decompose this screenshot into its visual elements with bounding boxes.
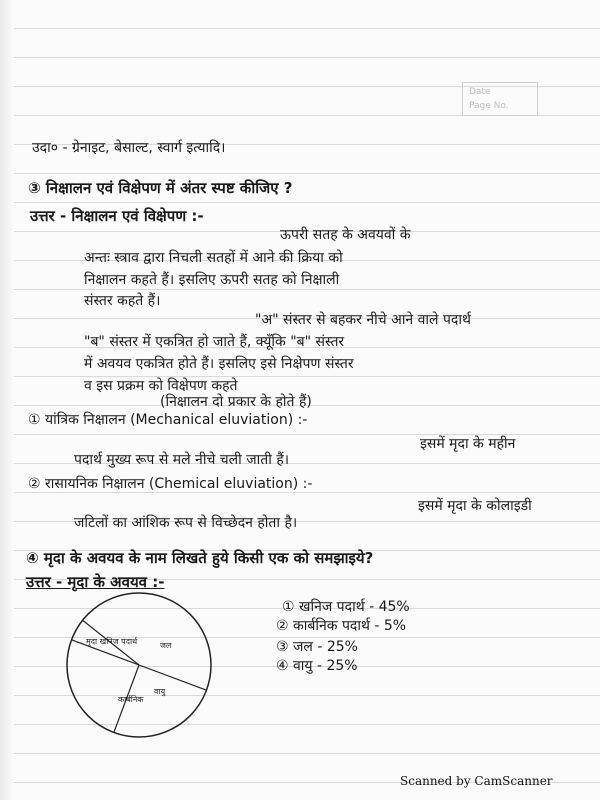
component-1: ① खनिज पदार्थ - 45%	[282, 599, 410, 615]
type-2-heading: ② रासायनिक निक्षालन (Chemical eluviation) :-	[28, 476, 313, 492]
para-line-8: व इस प्रक्रम को विक्षेपण कहते	[84, 378, 238, 394]
pie-label-water: जल	[160, 641, 172, 650]
pie-label-mineral: मृदा खनिज पदार्थ	[86, 637, 138, 646]
type-1-heading: ① यांत्रिक निक्षालन (Mechanical eluviation) :-	[28, 412, 308, 428]
scanner-footer: Scanned by CamScanner	[400, 774, 553, 788]
type-2-text-a: इसमें मृदा के कोलाइडी	[418, 498, 532, 514]
component-4: ④ वायु - 25%	[276, 658, 358, 674]
date-page-box	[462, 82, 538, 116]
example-line: उदा० - ग्रेनाइट, बेसाल्ट, स्वार्ग इत्यादि।	[32, 140, 226, 156]
para-line-5: "अ" संस्तर से बहकर नीचे आने वाले पदार्थ	[255, 312, 471, 328]
date-label: Date	[469, 87, 491, 97]
pie-svg	[64, 590, 214, 740]
para-line-2: अन्तः स्त्राव द्वारा निचली सतहों में आने की क्रिया को	[84, 250, 343, 266]
answer-4-heading: उत्तर - मृदा के अवयव :-	[26, 573, 165, 591]
soil-pie-chart	[64, 590, 214, 740]
pie-label-organic: कार्बनिक	[118, 695, 144, 704]
type-2-text-b: जटिलों का आंशिक रूप से विच्छेदन होता है।	[74, 515, 298, 531]
type-1-text-a: इसमें मृदा के महीन	[420, 436, 516, 452]
question-3: ③ निक्षालन एवं विक्षेपण में अंतर स्पष्ट कीजिए ?	[28, 179, 293, 197]
pie-label-air: वायु	[154, 687, 166, 696]
answer-3-heading: उत्तर - निक्षालन एवं विक्षेपण :-	[30, 207, 204, 225]
para-line-4: संस्तर कहते हैं।	[84, 293, 161, 309]
page-left-edge	[0, 0, 14, 800]
para-line-1: ऊपरी सतह के अवयवों के	[280, 227, 411, 243]
para-line-6: "ब" संस्तर में एकत्रित हो जाते हैं, क्यूँकि "ब" संस्तर	[84, 334, 345, 350]
component-3: ③ जल - 25%	[276, 639, 358, 655]
question-4: ④ मृदा के अवयव के नाम लिखते हुये किसी एक को समझाइये?	[26, 549, 374, 567]
para-line-3: निक्षालन कहते हैं। इसलिए ऊपरी सतह को निक्षाली	[84, 272, 340, 288]
component-2: ② कार्बनिक पदार्थ - 5%	[276, 618, 407, 634]
para-line-7: में अवयव एकत्रित होते हैं। इसलिए इसे निक्षेपण संस्तर	[84, 356, 354, 372]
page-no-label: Page No.	[469, 101, 509, 111]
type-1-text-b: पदार्थ मुख्य रूप से मले नीचे चली जाती हैं।	[74, 452, 290, 468]
para-line-9: (निक्षालन दो प्रकार के होते हैं)	[160, 394, 312, 410]
